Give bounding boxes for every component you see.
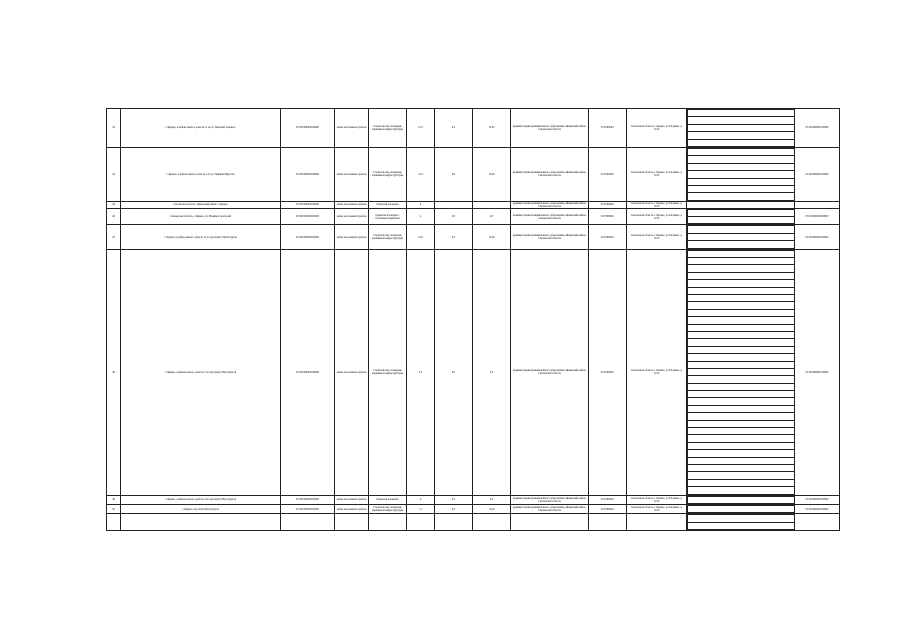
list-item	[688, 178, 795, 185]
object-type	[688, 185, 795, 192]
object-type	[688, 148, 795, 155]
list-item	[688, 398, 795, 405]
count-cell: 4/5	[435, 208, 473, 225]
owner-address-cell: Смоленская область, г. Ярцево, ул.Гагарина, д. 11/22	[627, 201, 687, 208]
list-item	[688, 339, 795, 346]
extra-cadastre-cell: 67:29:0000000:00000	[795, 208, 840, 225]
row-number: 46	[107, 208, 121, 225]
list-item	[688, 331, 795, 338]
object-type	[688, 163, 795, 170]
area-cell: 4	[407, 495, 435, 504]
owner-cell: Администрация муниципального образования «Ярцевский район» Смоленской области	[511, 147, 589, 201]
owner-cell: Администрация муниципального образования «Ярцевский район» Смоленской области	[511, 208, 589, 225]
connected-objects-cell	[687, 147, 795, 201]
area-cell: 4	[407, 208, 435, 225]
object-type	[688, 464, 795, 471]
list-item	[688, 479, 795, 486]
location-cell: г. Ярцево, в районе жилого дома № 4 по ул. Марины Фурсова	[121, 147, 281, 201]
object-type	[688, 309, 795, 316]
list-item	[688, 139, 795, 146]
location-cell: Смоленская область, Ярцевский район, г. Ярцево	[121, 201, 281, 208]
list-item	[688, 354, 795, 361]
connected-objects-table	[687, 148, 795, 201]
connected-objects-table	[687, 250, 795, 495]
object-type	[688, 496, 795, 503]
owner-address-cell: Смоленская область, г. Ярцево, ул.Гагарина, д. 11/22	[627, 109, 687, 148]
object-type	[688, 317, 795, 324]
table-row	[107, 495, 840, 504]
cadastre-cell: 67:29:0000000:00000	[281, 109, 335, 148]
location-cell: г. Ярцево, в районе жилого дома № 14 по проспекту Металлургов	[121, 225, 281, 249]
area-cell: 15,5	[407, 109, 435, 148]
object-type	[688, 383, 795, 390]
connected-objects-cell	[687, 208, 795, 225]
extra-cadastre-cell: 67:29:0000000:00000	[795, 504, 840, 513]
object-type	[688, 241, 795, 248]
table-row	[107, 201, 840, 208]
list-item	[688, 435, 795, 442]
object-type	[688, 294, 795, 301]
location-cell: г. Ярцево, в районе жилого дома № 4 по проспекту Металлургов	[121, 495, 281, 504]
owner-cell: Администрация муниципального образования «Ярцевский район» Смоленской области	[511, 249, 589, 495]
use-cell: Открытая площадка	[369, 201, 407, 208]
category-cell: земли населенных пунктов	[335, 504, 369, 513]
list-item	[688, 391, 795, 398]
registry-table	[106, 108, 840, 531]
object-type	[688, 450, 795, 457]
use-cell: Открытая площадка с бетонным покрытием	[369, 208, 407, 225]
cadastre-cell: 67:29:0000000:00000	[281, 201, 335, 208]
list-item	[688, 420, 795, 427]
object-type	[688, 209, 795, 216]
list-item	[688, 442, 795, 449]
cadastre-cell: 67:29:0000000:00000	[281, 249, 335, 495]
object-type	[688, 117, 795, 124]
area-cell: 12,0	[407, 225, 435, 249]
object-type	[688, 479, 795, 486]
list-item	[688, 265, 795, 272]
list-item	[688, 117, 795, 124]
object-type	[688, 132, 795, 139]
list-item	[688, 302, 795, 309]
list-item	[688, 413, 795, 420]
list-item	[688, 450, 795, 457]
list-item	[688, 171, 795, 178]
owner-address-cell	[627, 514, 687, 531]
owner-address-cell: Смоленская область, г. Ярцево, ул.Гагарина, д. 11/22	[627, 208, 687, 225]
object-type	[688, 405, 795, 412]
owner-address-cell: Смоленская область, г. Ярцево, ул.Гагарина, д. 11/22	[627, 225, 687, 249]
size-cell: 12,00	[473, 109, 511, 148]
category-cell	[335, 514, 369, 531]
area-cell	[407, 514, 435, 531]
cadastre-cell: 67:29:0000000:00000	[281, 147, 335, 201]
use-cell: Строительство площадки, парковки и инфраструктуры	[369, 249, 407, 495]
connected-objects-table	[687, 514, 795, 530]
table-row	[107, 514, 840, 531]
object-type	[688, 124, 795, 131]
object-type	[688, 339, 795, 346]
list-item	[688, 163, 795, 170]
area-cell: 14,3	[407, 147, 435, 201]
object-type	[688, 391, 795, 398]
list-item	[688, 132, 795, 139]
count-cell: 4/5	[435, 225, 473, 249]
category-cell: земли населенных пунктов	[335, 147, 369, 201]
connected-objects-table	[687, 109, 795, 147]
object-type	[688, 457, 795, 464]
connected-objects-table	[687, 496, 795, 504]
extra-cadastre-cell: 67:29:0000000:00000	[795, 109, 840, 148]
cadastre-cell	[281, 514, 335, 531]
object-type	[688, 250, 795, 257]
object-type	[688, 505, 795, 512]
table-row	[107, 504, 840, 513]
list-item	[688, 309, 795, 316]
row-number: 48	[107, 249, 121, 495]
owner-cell: Администрация муниципального образования «Ярцевский район» Смоленской области	[511, 225, 589, 249]
list-item	[688, 272, 795, 279]
object-type	[688, 217, 795, 224]
list-item	[688, 317, 795, 324]
extra-cadastre-cell: 67:29:0000000:00000	[795, 495, 840, 504]
extra-cadastre-cell	[795, 514, 840, 531]
area-cell: 3,4	[407, 249, 435, 495]
object-type	[688, 398, 795, 405]
inn-cell	[589, 514, 627, 531]
list-item	[688, 110, 795, 117]
list-item	[688, 457, 795, 464]
row-number: 50	[107, 504, 121, 513]
location-cell	[121, 514, 281, 531]
list-item	[688, 368, 795, 375]
category-cell: земли населенных пунктов	[335, 208, 369, 225]
object-type	[688, 376, 795, 383]
object-type	[688, 354, 795, 361]
area-cell: 4	[407, 201, 435, 208]
list-item	[688, 233, 795, 240]
object-type	[688, 515, 795, 522]
object-type	[688, 442, 795, 449]
connected-objects-cell	[687, 495, 795, 504]
row-number: 49	[107, 495, 121, 504]
list-item	[688, 487, 795, 494]
list-item	[688, 209, 795, 216]
count-cell	[435, 201, 473, 208]
object-type	[688, 368, 795, 375]
extra-cadastre-cell: 67:29:0000000:00000	[795, 225, 840, 249]
connected-objects-cell	[687, 514, 795, 531]
registry-rows	[107, 109, 840, 531]
extra-cadastre-cell: 67:29:0000000:00000	[795, 147, 840, 201]
list-item	[688, 124, 795, 131]
category-cell: земли населенных пунктов	[335, 495, 369, 504]
owner-address-cell: Смоленская область, г. Ярцево, ул.Гагарина, д. 11/22	[627, 495, 687, 504]
list-item	[688, 376, 795, 383]
list-item	[688, 185, 795, 192]
list-item	[688, 148, 795, 155]
cadastre-cell: 67:29:0000000:00000	[281, 225, 335, 249]
use-cell	[369, 514, 407, 531]
object-type	[688, 193, 795, 200]
owner-cell: Администрация муниципального образования «Ярцевский район» Смоленской области	[511, 201, 589, 208]
size-cell: 4/5	[473, 495, 511, 504]
list-item	[688, 428, 795, 435]
object-type	[688, 171, 795, 178]
extra-cadastre-cell	[795, 201, 840, 208]
use-cell: Строительство площадки, парковки и инфраструктуры	[369, 504, 407, 513]
object-type	[688, 413, 795, 420]
row-number: 43	[107, 109, 121, 148]
object-type	[688, 435, 795, 442]
list-item	[688, 193, 795, 200]
object-type	[688, 361, 795, 368]
list-item	[688, 217, 795, 224]
object-type	[688, 428, 795, 435]
row-number: 45	[107, 201, 121, 208]
inn-cell: 6727000601	[589, 208, 627, 225]
object-type	[688, 110, 795, 117]
table-row	[107, 147, 840, 201]
count-cell: 4/5	[435, 495, 473, 504]
registry-table-page	[106, 108, 829, 560]
count-cell: 4/5	[435, 504, 473, 513]
list-item	[688, 156, 795, 163]
connected-objects-cell	[687, 249, 795, 495]
table-row	[107, 208, 840, 225]
table-row	[107, 109, 840, 148]
use-cell: Строительство площадки, парковки и инфраструктуры	[369, 109, 407, 148]
category-cell: земли населенных пунктов	[335, 249, 369, 495]
object-type	[688, 265, 795, 272]
owner-address-cell: Смоленская область, г. Ярцево, ул.Гагарина, д. 11/22	[627, 147, 687, 201]
row-number: 47	[107, 225, 121, 249]
owner-address-cell: Смоленская область, г. Ярцево, ул.Гагарина, д. 11/22	[627, 249, 687, 495]
list-item	[688, 472, 795, 479]
object-type	[688, 302, 795, 309]
object-type	[688, 487, 795, 494]
row-number: 44	[107, 147, 121, 201]
owner-cell: Администрация муниципального образования «Ярцевский район» Смоленской области	[511, 495, 589, 504]
object-type	[688, 324, 795, 331]
row-number	[107, 514, 121, 531]
object-type	[688, 178, 795, 185]
inn-cell: 6727000601	[589, 225, 627, 249]
cadastre-cell: 67:29:0000000:00000	[281, 504, 335, 513]
inn-cell: 6727000601	[589, 249, 627, 495]
list-item	[688, 226, 795, 233]
size-cell: 12,00	[473, 225, 511, 249]
count-cell: 4/5	[435, 147, 473, 201]
object-type	[688, 139, 795, 146]
object-type	[688, 522, 795, 529]
object-type	[688, 280, 795, 287]
object-type	[688, 331, 795, 338]
object-type	[688, 346, 795, 353]
use-cell: Строительство площадки, парковки и инфраструктуры	[369, 147, 407, 201]
owner-cell: Администрация муниципального образования «Ярцевский район» Смоленской области	[511, 109, 589, 148]
owner-cell: Администрация муниципального образования «Ярцевский район» Смоленской области	[511, 504, 589, 513]
size-cell	[473, 514, 511, 531]
list-item	[688, 346, 795, 353]
list-item	[688, 324, 795, 331]
list-item	[688, 287, 795, 294]
list-item	[688, 515, 795, 522]
list-item	[688, 250, 795, 257]
location-cell: г. Ярцево, проспект Металлургов	[121, 504, 281, 513]
category-cell: земли населенных пунктов	[335, 225, 369, 249]
location-cell: г. Ярцево, в районе жилого дома № 11 по ул. Максима Горького	[121, 109, 281, 148]
object-type	[688, 226, 795, 233]
use-cell: Открытая площадка	[369, 495, 407, 504]
location-cell: Смоленская область, г. Ярцево, ул. Машиностроителей	[121, 208, 281, 225]
owner-address-cell: Смоленская область, г. Ярцево, ул.Гагарина, д. 11/22	[627, 504, 687, 513]
connected-objects-table	[687, 225, 795, 248]
table-row	[107, 249, 840, 495]
count-cell: 4/5	[435, 109, 473, 148]
connected-objects-cell	[687, 504, 795, 513]
connected-objects-cell	[687, 109, 795, 148]
connected-objects-cell	[687, 225, 795, 249]
object-type	[688, 258, 795, 265]
count-cell	[435, 514, 473, 531]
object-type	[688, 287, 795, 294]
connected-objects-cell	[687, 201, 795, 208]
cadastre-cell: 67:29:0000000:00000	[281, 495, 335, 504]
size-cell: 11,00	[473, 504, 511, 513]
list-item	[688, 405, 795, 412]
area-cell: 11	[407, 504, 435, 513]
inn-cell: 6727000601	[589, 504, 627, 513]
category-cell: земли населенных пунктов	[335, 109, 369, 148]
location-cell: г. Ярцево, в районе жилого дома № 7 по проспекту Металлургов	[121, 249, 281, 495]
connected-objects-table	[687, 209, 795, 225]
table-row	[107, 225, 840, 249]
object-type	[688, 156, 795, 163]
owner-cell	[511, 514, 589, 531]
list-item	[688, 280, 795, 287]
list-item	[688, 241, 795, 248]
count-cell: 4/5	[435, 249, 473, 495]
size-cell: 3,4	[473, 249, 511, 495]
size-cell	[473, 201, 511, 208]
extra-cadastre-cell: 67:29:0000000:00000	[795, 249, 840, 495]
connected-objects-table	[687, 505, 795, 513]
use-cell: Строительство площадки, парковки и инфраструктуры	[369, 225, 407, 249]
object-type	[688, 472, 795, 479]
category-cell: земли населенных пунктов	[335, 201, 369, 208]
object-type	[688, 272, 795, 279]
object-type	[688, 420, 795, 427]
inn-cell: 6727000601	[589, 495, 627, 504]
list-item	[688, 505, 795, 512]
object-type	[688, 233, 795, 240]
size-cell: 12,00	[473, 147, 511, 201]
size-cell: 4/5	[473, 208, 511, 225]
inn-cell: 6727000601	[589, 109, 627, 148]
list-item	[688, 496, 795, 503]
cadastre-cell: 67:29:0000000:00000	[281, 208, 335, 225]
list-item	[688, 383, 795, 390]
list-item	[688, 361, 795, 368]
list-item	[688, 464, 795, 471]
list-item	[688, 294, 795, 301]
list-item	[688, 258, 795, 265]
inn-cell: 6727000601	[589, 201, 627, 208]
inn-cell: 6727000601	[589, 147, 627, 201]
list-item	[688, 522, 795, 529]
